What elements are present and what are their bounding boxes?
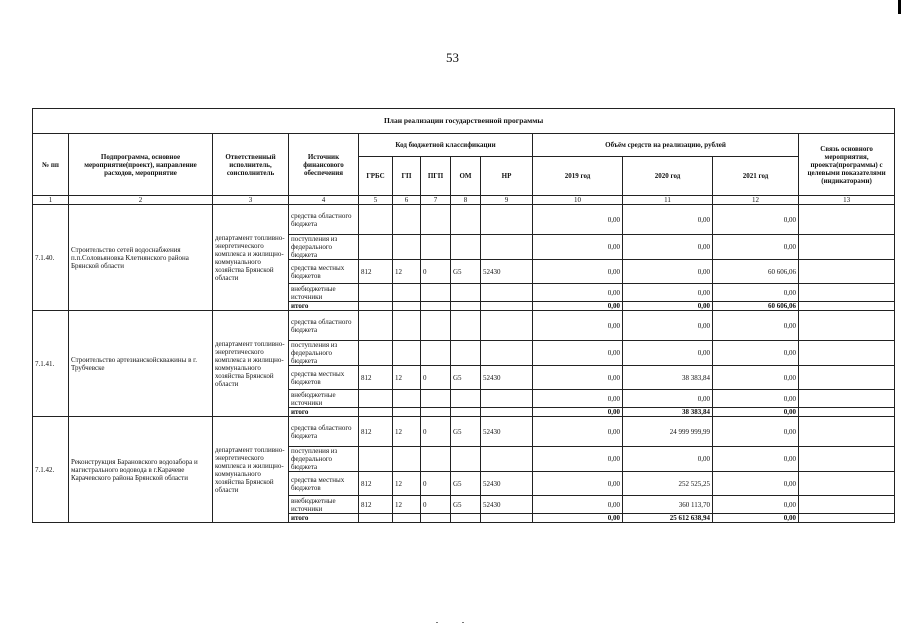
- row-number: 7.1.40.: [33, 205, 69, 311]
- source-label: внебюджетные источники: [289, 496, 359, 514]
- code-pgp: [421, 447, 451, 472]
- column-number: 5: [359, 196, 393, 205]
- code-nr: [481, 447, 533, 472]
- code-om: G5: [451, 260, 481, 284]
- code-om: [451, 311, 481, 341]
- code-pgp: [421, 311, 451, 341]
- code-nr: [481, 341, 533, 366]
- code-grbs: [359, 302, 393, 311]
- amount-y2020: 25 612 638,94: [623, 514, 713, 523]
- code-pgp: 0: [421, 472, 451, 496]
- code-gp: 12: [393, 417, 421, 447]
- code-nr: [481, 514, 533, 523]
- link-cell: [799, 260, 895, 284]
- code-pgp: [421, 302, 451, 311]
- amount-y2019: 0,00: [533, 341, 623, 366]
- column-number: 6: [393, 196, 421, 205]
- source-label: поступления из федерального бюджета: [289, 341, 359, 366]
- code-grbs: [359, 408, 393, 417]
- code-gp: [393, 447, 421, 472]
- column-number: 8: [451, 196, 481, 205]
- amount-y2020: 0,00: [623, 205, 713, 235]
- code-om: G5: [451, 472, 481, 496]
- code-om: [451, 514, 481, 523]
- amount-y2021: 0,00: [713, 514, 799, 523]
- amount-y2021: 0,00: [713, 417, 799, 447]
- header-volume: Объём средств на реализацию, рублей: [533, 134, 799, 157]
- amount-y2021: 0,00: [713, 205, 799, 235]
- header-source: Источник финансового обеспечения: [289, 134, 359, 196]
- code-grbs: 812: [359, 260, 393, 284]
- code-gp: [393, 302, 421, 311]
- code-gp: [393, 408, 421, 417]
- header-2020: 2020 год: [623, 157, 713, 196]
- source-label: итого: [289, 408, 359, 417]
- amount-y2020: 38 383,84: [623, 408, 713, 417]
- amount-y2019: 0,00: [533, 366, 623, 390]
- executor: департамент топливно-энергетического комплекса и жилищно-коммунального хозяйства Брянской области: [213, 205, 289, 311]
- code-gp: [393, 514, 421, 523]
- code-grbs: [359, 235, 393, 260]
- row-number: 7.1.41.: [33, 311, 69, 417]
- column-numbers-row: [33, 196, 895, 205]
- code-nr: [481, 302, 533, 311]
- amount-y2019: 0,00: [533, 284, 623, 302]
- link-cell: [799, 417, 895, 447]
- header-nr: НР: [481, 157, 533, 196]
- scan-dot: [436, 622, 438, 623]
- scan-dot: [462, 622, 464, 623]
- header-gp: ГП: [393, 157, 421, 196]
- amount-y2019: 0,00: [533, 472, 623, 496]
- code-nr: [481, 311, 533, 341]
- link-cell: [799, 496, 895, 514]
- link-cell: [799, 341, 895, 366]
- table-row: [33, 205, 895, 235]
- amount-y2019: 0,00: [533, 408, 623, 417]
- page-number: 53: [446, 50, 459, 65]
- code-om: [451, 302, 481, 311]
- code-pgp: [421, 235, 451, 260]
- code-nr: 52430: [481, 472, 533, 496]
- amount-y2019: 0,00: [533, 447, 623, 472]
- header-2021: 2021 год: [713, 157, 799, 196]
- column-number: 11: [623, 196, 713, 205]
- amount-y2019: 0,00: [533, 260, 623, 284]
- header-subprogram: Подпрограмма, основное мероприятие(проект), направление расходов, мероприятие: [69, 134, 213, 196]
- source-label: средства областного бюджета: [289, 417, 359, 447]
- code-pgp: 0: [421, 417, 451, 447]
- table-row: [33, 417, 895, 447]
- code-pgp: [421, 284, 451, 302]
- code-gp: [393, 235, 421, 260]
- code-om: [451, 341, 481, 366]
- amount-y2020: 0,00: [623, 447, 713, 472]
- amount-y2021: 0,00: [713, 366, 799, 390]
- amount-y2020: 0,00: [623, 284, 713, 302]
- link-cell: [799, 366, 895, 390]
- link-cell: [799, 514, 895, 523]
- code-pgp: [421, 205, 451, 235]
- code-om: [451, 390, 481, 408]
- code-om: G5: [451, 417, 481, 447]
- code-om: [451, 235, 481, 260]
- amount-y2020: 0,00: [623, 302, 713, 311]
- code-pgp: [421, 408, 451, 417]
- executor: департамент топливно-энергетического комплекса и жилищно-коммунального хозяйства Брянской области: [213, 311, 289, 417]
- code-grbs: [359, 284, 393, 302]
- source-label: внебюджетные источники: [289, 284, 359, 302]
- code-grbs: [359, 447, 393, 472]
- header-link: Связь основного мероприятия, проекта(программы) с целевыми показателями (индикаторами): [799, 134, 895, 196]
- link-cell: [799, 472, 895, 496]
- column-number: 3: [213, 196, 289, 205]
- source-label: поступления из федерального бюджета: [289, 235, 359, 260]
- code-pgp: 0: [421, 366, 451, 390]
- table-caption: План реализации государственной программы: [33, 109, 895, 134]
- code-om: G5: [451, 496, 481, 514]
- link-cell: [799, 302, 895, 311]
- code-gp: [393, 390, 421, 408]
- amount-y2020: 0,00: [623, 341, 713, 366]
- code-nr: 52430: [481, 260, 533, 284]
- code-grbs: [359, 205, 393, 235]
- amount-y2020: 0,00: [623, 390, 713, 408]
- header-2019: 2019 год: [533, 157, 623, 196]
- amount-y2019: 0,00: [533, 302, 623, 311]
- column-number: 13: [799, 196, 895, 205]
- code-grbs: 812: [359, 417, 393, 447]
- column-number: 9: [481, 196, 533, 205]
- code-nr: [481, 205, 533, 235]
- code-om: [451, 205, 481, 235]
- amount-y2019: 0,00: [533, 417, 623, 447]
- column-number: 1: [33, 196, 69, 205]
- amount-y2020: 38 383,84: [623, 366, 713, 390]
- code-gp: [393, 341, 421, 366]
- code-pgp: [421, 341, 451, 366]
- code-om: G5: [451, 366, 481, 390]
- measure-name: Строительство сетей водоснабжения п.п.Соловьяновка Клетнянского района Брянской области: [69, 205, 213, 311]
- amount-y2021: 60 606,06: [713, 302, 799, 311]
- link-cell: [799, 205, 895, 235]
- code-nr: [481, 408, 533, 417]
- code-pgp: [421, 514, 451, 523]
- code-pgp: [421, 390, 451, 408]
- source-label: средства областного бюджета: [289, 205, 359, 235]
- column-number: 4: [289, 196, 359, 205]
- code-nr: [481, 284, 533, 302]
- amount-y2019: 0,00: [533, 311, 623, 341]
- amount-y2021: 0,00: [713, 408, 799, 417]
- code-nr: [481, 390, 533, 408]
- code-gp: 12: [393, 260, 421, 284]
- column-number: 10: [533, 196, 623, 205]
- code-gp: 12: [393, 496, 421, 514]
- amount-y2019: 0,00: [533, 235, 623, 260]
- code-gp: [393, 205, 421, 235]
- code-om: [451, 447, 481, 472]
- measure-name: Реконструкция Барановского водозабора и магистрального водовода в г.Карачеве Карачевского района Брянской области: [69, 417, 213, 523]
- amount-y2020: 0,00: [623, 260, 713, 284]
- source-label: средства областного бюджета: [289, 311, 359, 341]
- code-gp: 12: [393, 366, 421, 390]
- amount-y2019: 0,00: [533, 496, 623, 514]
- plan-table: [32, 108, 895, 523]
- link-cell: [799, 408, 895, 417]
- source-label: итого: [289, 514, 359, 523]
- amount-y2021: 0,00: [713, 472, 799, 496]
- code-gp: [393, 311, 421, 341]
- amount-y2021: 0,00: [713, 447, 799, 472]
- source-label: средства местных бюджетов: [289, 260, 359, 284]
- link-cell: [799, 311, 895, 341]
- amount-y2020: 252 525,25: [623, 472, 713, 496]
- code-om: [451, 284, 481, 302]
- measure-name: Строительство артезианскойскважины в г. Трубчевске: [69, 311, 213, 417]
- column-number: 12: [713, 196, 799, 205]
- code-grbs: 812: [359, 496, 393, 514]
- code-gp: 12: [393, 472, 421, 496]
- column-number: 2: [69, 196, 213, 205]
- code-grbs: 812: [359, 472, 393, 496]
- plan-table-frame: [32, 108, 894, 584]
- source-label: итого: [289, 302, 359, 311]
- code-nr: [481, 235, 533, 260]
- link-cell: [799, 284, 895, 302]
- amount-y2020: 24 999 999,99: [623, 417, 713, 447]
- table-row: [33, 311, 895, 341]
- code-grbs: 812: [359, 366, 393, 390]
- row-number: 7.1.42.: [33, 417, 69, 523]
- code-grbs: [359, 311, 393, 341]
- source-label: поступления из федерального бюджета: [289, 447, 359, 472]
- amount-y2021: 60 606,06: [713, 260, 799, 284]
- executor: департамент топливно-энергетического комплекса и жилищно-коммунального хозяйства Брянской области: [213, 417, 289, 523]
- code-grbs: [359, 514, 393, 523]
- amount-y2020: 0,00: [623, 235, 713, 260]
- code-nr: 52430: [481, 496, 533, 514]
- code-nr: 52430: [481, 366, 533, 390]
- amount-y2020: 360 113,70: [623, 496, 713, 514]
- header-executor: Ответственный исполнитель, соисполнитель: [213, 134, 289, 196]
- amount-y2021: 0,00: [713, 284, 799, 302]
- code-grbs: [359, 341, 393, 366]
- header-budget-code: Код бюджетной классификации: [359, 134, 533, 157]
- amount-y2021: 0,00: [713, 390, 799, 408]
- amount-y2021: 0,00: [713, 496, 799, 514]
- code-pgp: 0: [421, 496, 451, 514]
- code-nr: 52430: [481, 417, 533, 447]
- column-number: 7: [421, 196, 451, 205]
- amount-y2020: 0,00: [623, 311, 713, 341]
- source-label: средства местных бюджетов: [289, 472, 359, 496]
- code-grbs: [359, 390, 393, 408]
- table-body: [33, 205, 895, 523]
- link-cell: [799, 235, 895, 260]
- header-pgp: ПГП: [421, 157, 451, 196]
- header-om: ОМ: [451, 157, 481, 196]
- code-gp: [393, 284, 421, 302]
- amount-y2021: 0,00: [713, 235, 799, 260]
- code-pgp: 0: [421, 260, 451, 284]
- header-num: № пп: [33, 134, 69, 196]
- amount-y2021: 0,00: [713, 341, 799, 366]
- source-label: средства местных бюджетов: [289, 366, 359, 390]
- amount-y2019: 0,00: [533, 390, 623, 408]
- header-grbs: ГРБС: [359, 157, 393, 196]
- amount-y2021: 0,00: [713, 311, 799, 341]
- code-om: [451, 408, 481, 417]
- link-cell: [799, 390, 895, 408]
- source-label: внебюджетные источники: [289, 390, 359, 408]
- scan-edge-mark: [898, 0, 901, 14]
- amount-y2019: 0,00: [533, 205, 623, 235]
- link-cell: [799, 447, 895, 472]
- amount-y2019: 0,00: [533, 514, 623, 523]
